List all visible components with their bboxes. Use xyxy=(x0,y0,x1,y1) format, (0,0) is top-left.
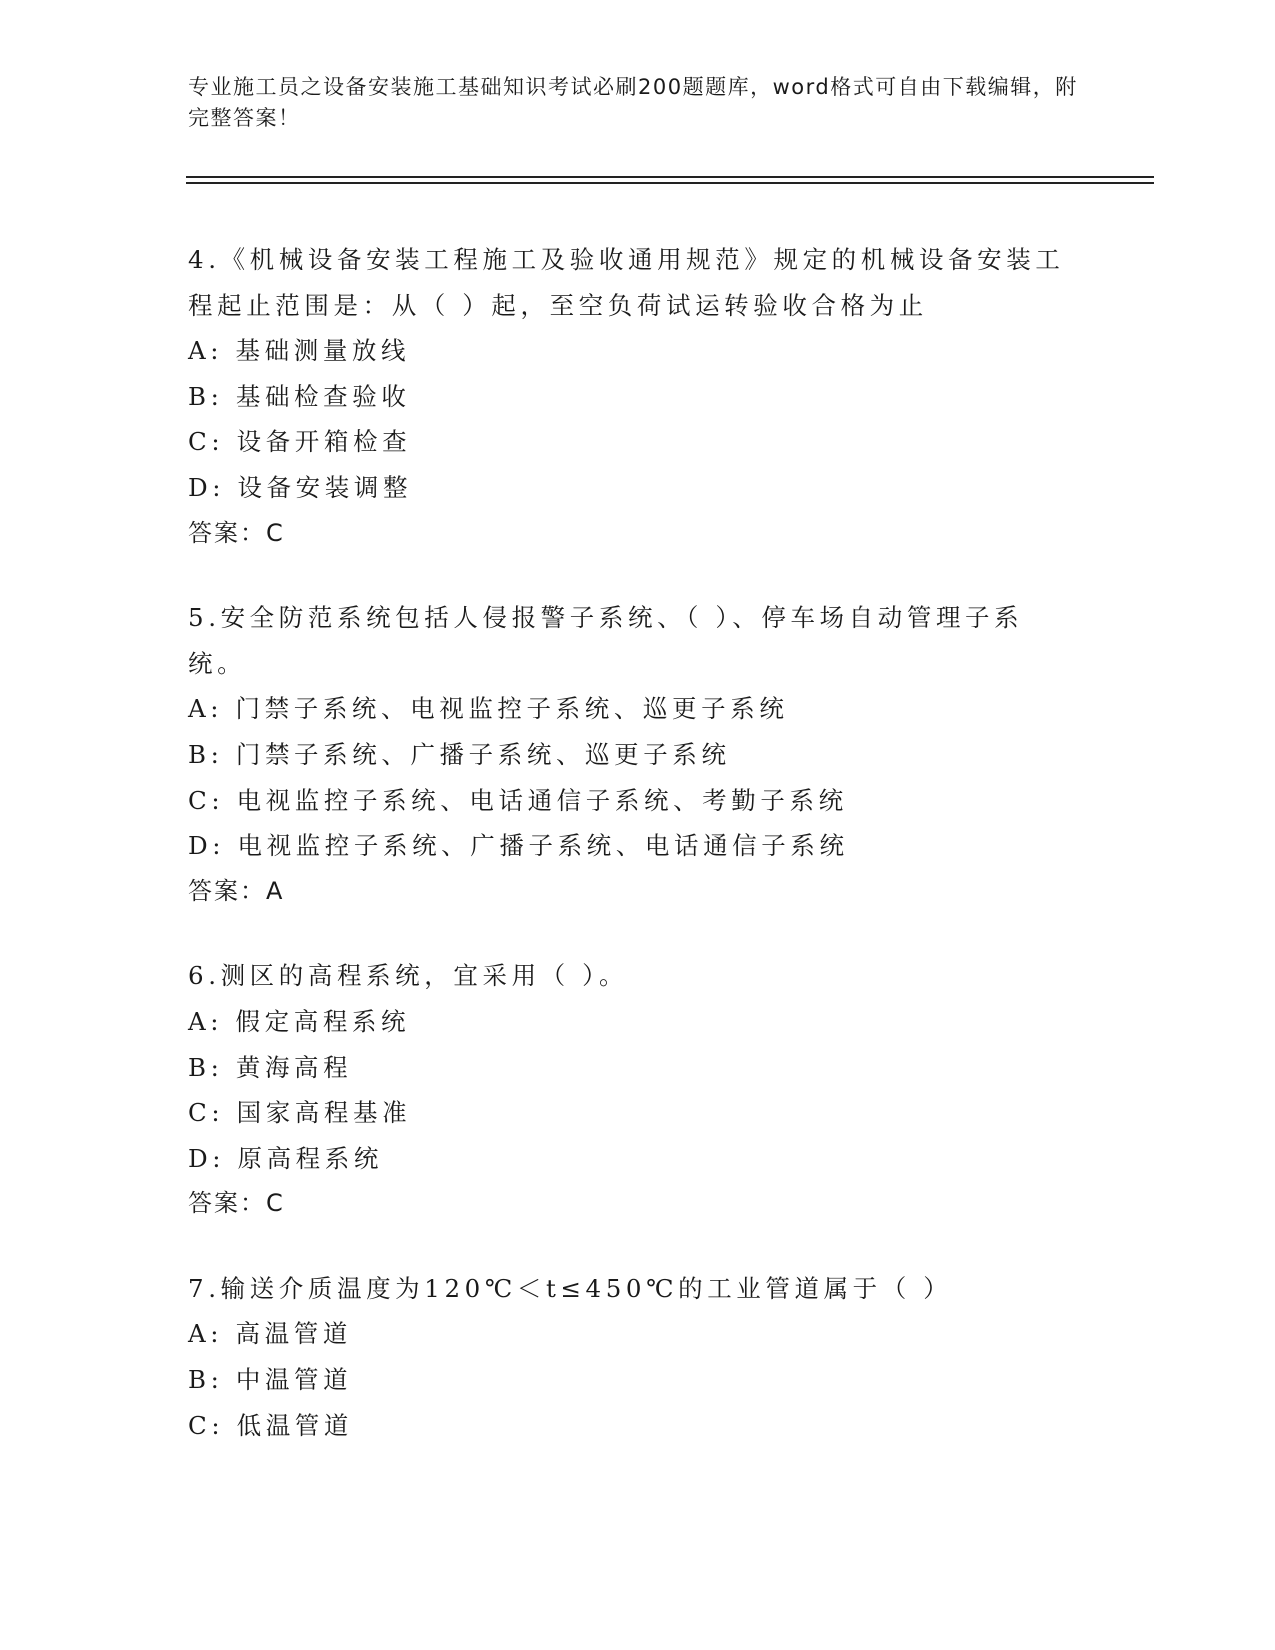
option-c: C: 国家高程基准 xyxy=(188,1098,412,1128)
answer-label: 答案：C xyxy=(188,1189,285,1218)
option-b: B: 门禁子系统、广播子系统、巡更子系统 xyxy=(188,739,731,769)
question-stem: 4.《机械设备安装工程施工及验收通用规范》规定的机械设备安装工程起止范围是：从（ ）起，至空负荷试运转验收合格为止 xyxy=(188,245,1065,320)
answer-label: 答案：C xyxy=(188,518,285,547)
option-c: C: 低温管道 xyxy=(188,1410,353,1440)
question-7 xyxy=(188,1266,1088,1448)
option-a: A: 基础测量放线 xyxy=(188,336,411,366)
option-c: C: 电视监控子系统、电话通信子系统、考勤子系统 xyxy=(188,785,848,815)
header-divider-top xyxy=(186,176,1154,178)
option-b: B: 黄海高程 xyxy=(188,1052,353,1082)
document-header: 专业施工员之设备安装施工基础知识考试必刷200题题库，word格式可自由下载编辑，附完整答案！ xyxy=(188,75,1078,130)
question-list xyxy=(188,237,1088,1487)
question-stem: 5.安全防范系统包括人侵报警子系统、（ ）、停车场自动管理子系统。 xyxy=(188,603,1024,678)
option-d: D: 电视监控子系统、广播子系统、电话通信子系统 xyxy=(188,831,849,861)
option-d: D: 原高程系统 xyxy=(188,1143,383,1173)
option-c: C: 设备开箱检查 xyxy=(188,427,412,457)
option-a: A: 高温管道 xyxy=(188,1319,352,1349)
option-a: A: 门禁子系统、电视监控子系统、巡更子系统 xyxy=(188,694,789,724)
header-divider-bottom xyxy=(186,182,1154,184)
answer-label: 答案：A xyxy=(188,876,285,905)
option-b: B: 中温管道 xyxy=(188,1365,353,1395)
question-6 xyxy=(188,953,1088,1227)
question-5 xyxy=(188,595,1088,914)
question-stem: 7.输送介质温度为120℃＜t≤450℃的工业管道属于（ ） xyxy=(188,1273,953,1303)
option-a: A: 假定高程系统 xyxy=(188,1006,411,1036)
question-4 xyxy=(188,237,1088,556)
option-d: D: 设备安装调整 xyxy=(188,472,413,502)
option-b: B: 基础检查验收 xyxy=(188,381,411,411)
question-stem: 6.测区的高程系统，宜采用（ ）。 xyxy=(188,961,629,991)
